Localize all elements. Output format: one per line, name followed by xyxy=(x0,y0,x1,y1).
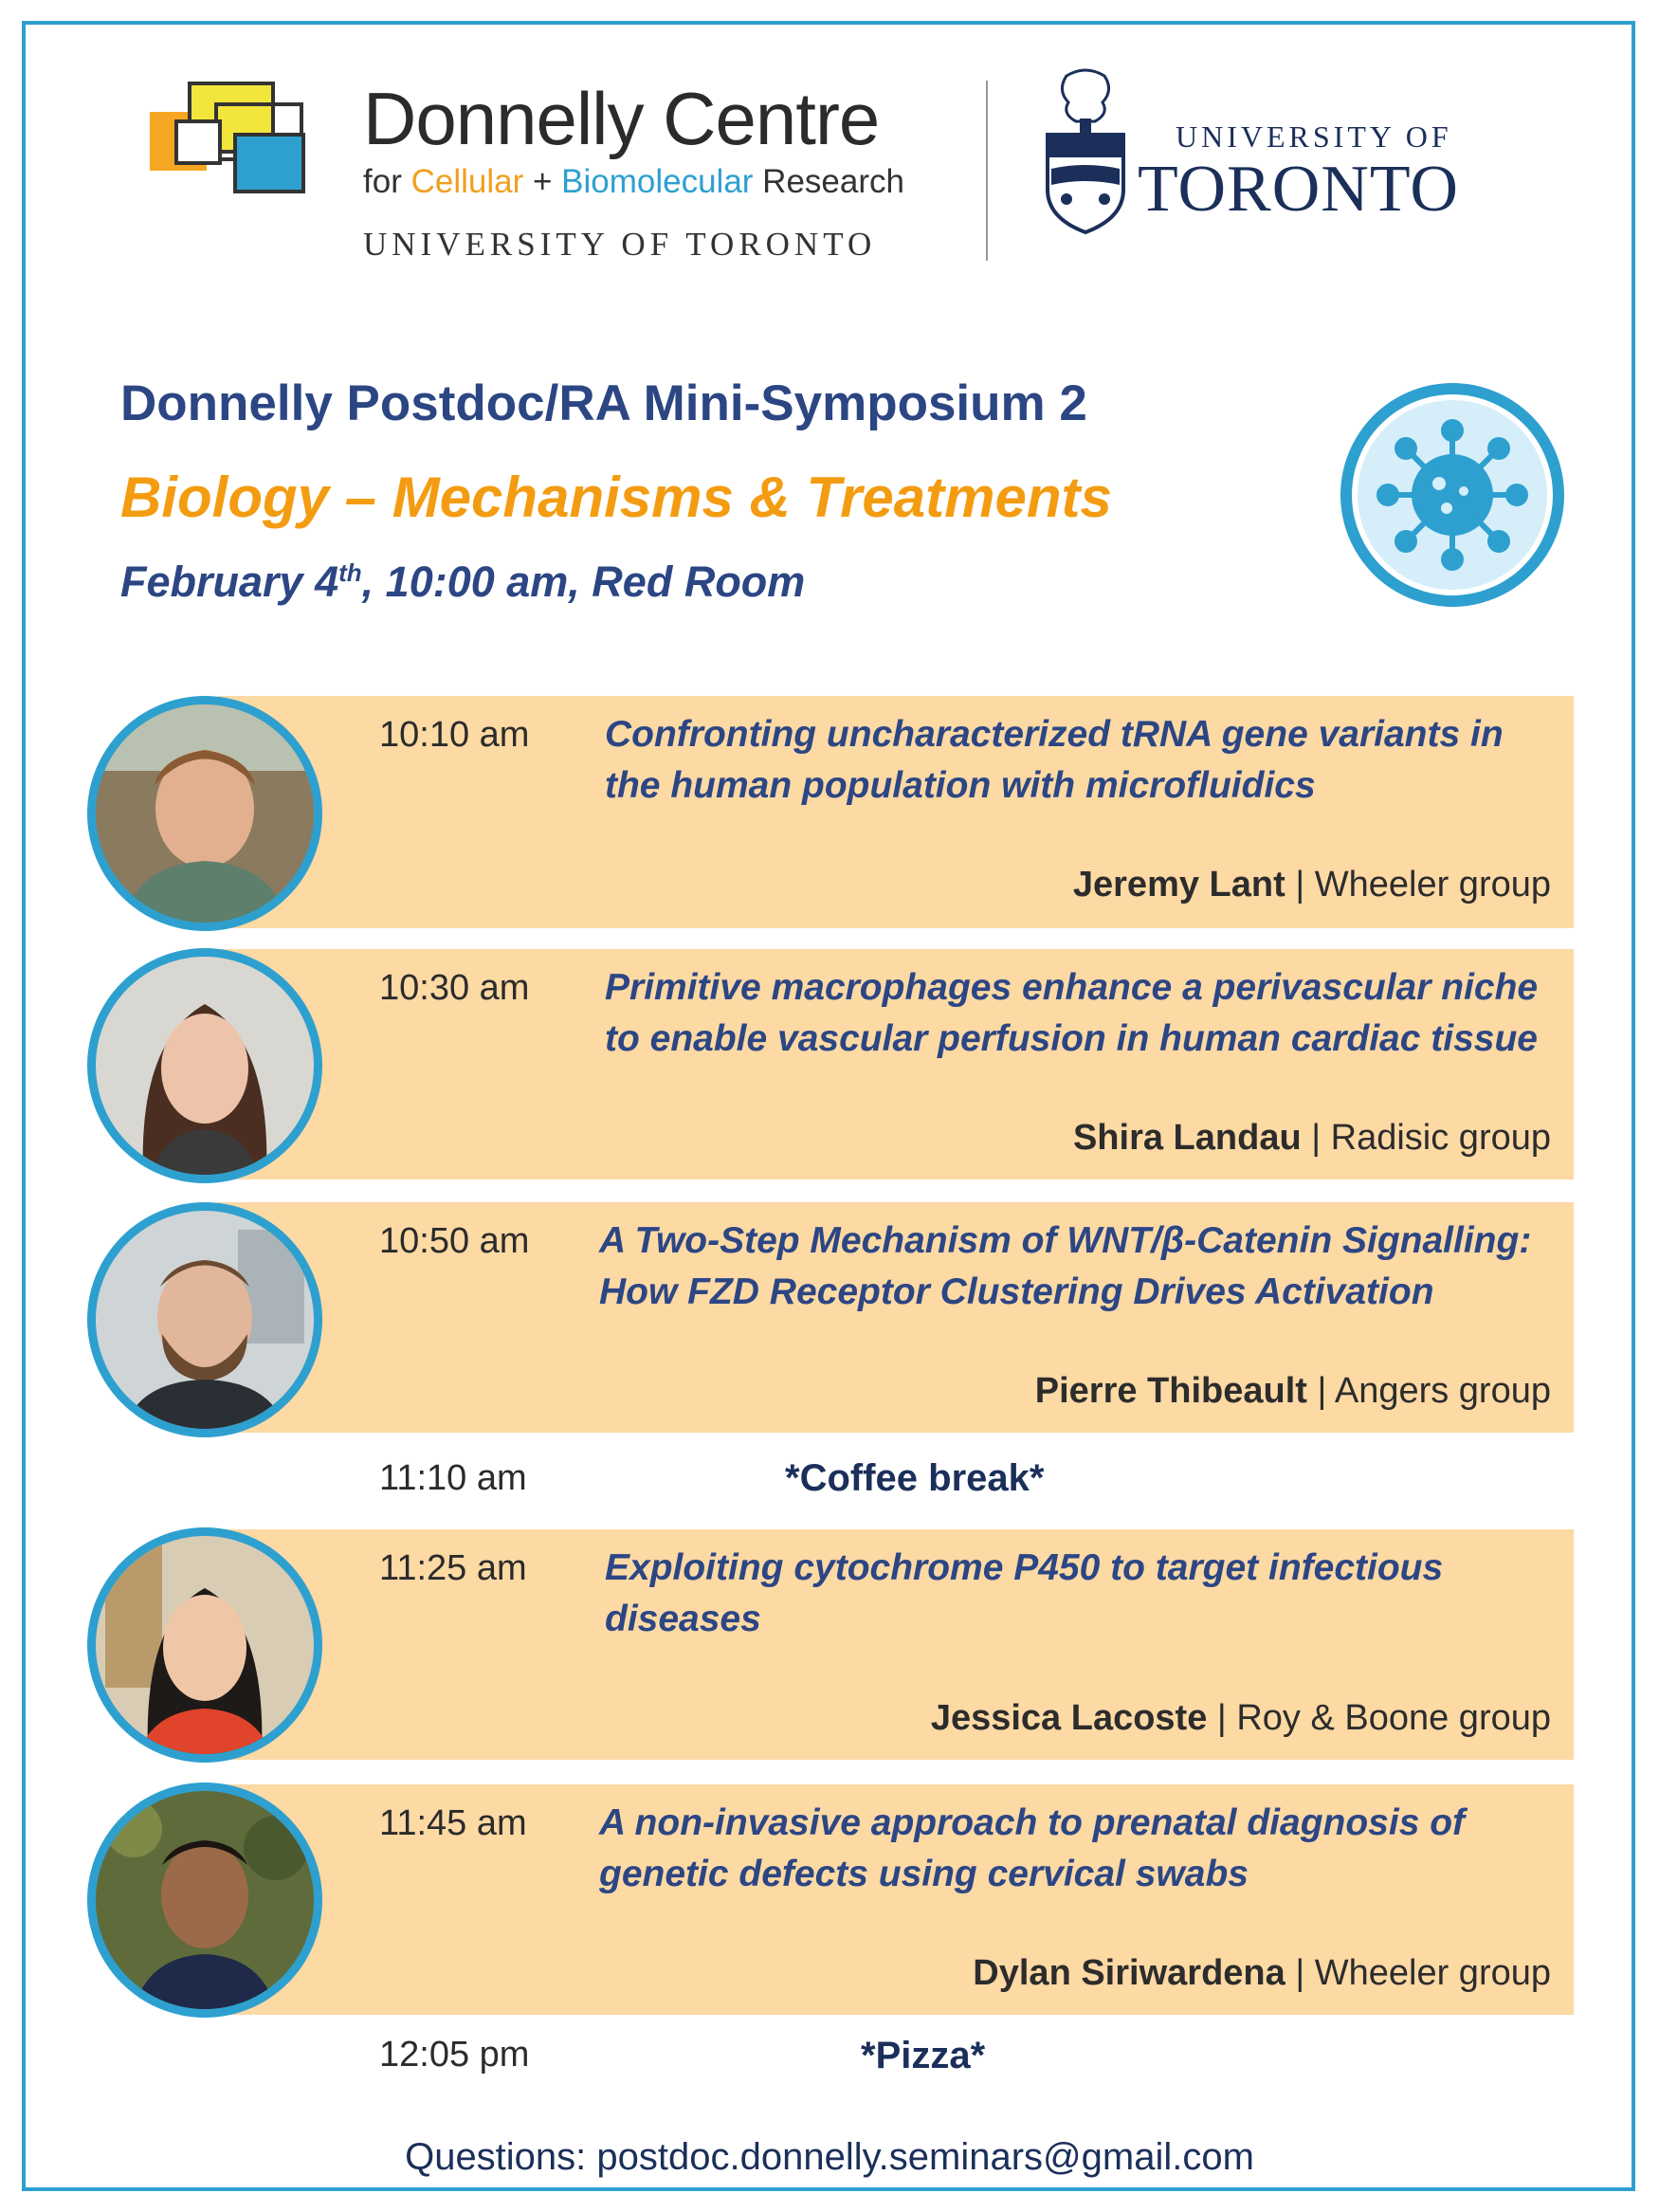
donnelly-squares-logo xyxy=(142,76,322,199)
donnelly-centre-subtitle: for Cellular + Biomolecular Research xyxy=(363,163,904,200)
talk-time: 10:10 am xyxy=(379,715,530,755)
talk-row xyxy=(218,1202,1574,1433)
talk-speaker: Jessica Lacoste | Roy & Boone group xyxy=(930,1698,1551,1738)
talk-time: 11:25 am xyxy=(379,1548,527,1588)
break-time: 11:10 am xyxy=(379,1458,527,1498)
donnelly-centre-title: Donnelly Centre xyxy=(363,77,880,160)
talk-speaker: Dylan Siriwardena | Wheeler group xyxy=(973,1953,1551,1993)
logo-divider xyxy=(986,81,988,261)
uoft-toronto: TORONTO xyxy=(1138,153,1459,226)
donnelly-university-line: UNIVERSITY OF TORONTO xyxy=(363,226,877,263)
talk-time: 11:45 am xyxy=(379,1803,527,1843)
talk-title: A non-invasive approach to prenatal diagnosis of genetic defects using cervical swabs xyxy=(599,1802,1466,1894)
speaker-photo xyxy=(87,696,322,931)
talk-row xyxy=(218,1784,1574,2015)
event-date-location: February 4th, 10:00 am, Red Room xyxy=(120,558,806,606)
talk-row xyxy=(218,1529,1574,1760)
questions-contact: Questions: postdoc.donnelly.seminars@gmail.com xyxy=(405,2136,1254,2178)
virus-icon xyxy=(1335,377,1570,612)
talk-title: Confronting uncharacterized tRNA gene variants in the human population with microfluidics xyxy=(605,714,1504,806)
break-time: 12:05 pm xyxy=(379,2035,530,2075)
talk-speaker: Pierre Thibeault | Angers group xyxy=(1034,1371,1551,1411)
talk-time: 10:50 am xyxy=(379,1221,530,1261)
uoft-university-of: UNIVERSITY OF xyxy=(1176,119,1452,154)
speaker-photo xyxy=(87,948,322,1183)
talk-title: Exploiting cytochrome P450 to target infectious diseases xyxy=(605,1547,1444,1639)
talk-speaker: Shira Landau | Radisic group xyxy=(1072,1118,1551,1158)
talk-time: 10:30 am xyxy=(379,968,530,1008)
speaker-photo xyxy=(87,1527,322,1763)
break-label: *Coffee break* xyxy=(785,1457,1045,1499)
talk-row xyxy=(218,949,1574,1179)
speaker-photo xyxy=(87,1782,322,2018)
talk-title: A Two-Step Mechanism of WNT/β-Catenin Signalling: How FZD Receptor Clustering Drives Activation xyxy=(599,1220,1532,1312)
event-title: Donnelly Postdoc/RA Mini-Symposium 2 xyxy=(120,375,1087,431)
break-label: *Pizza* xyxy=(861,2035,986,2076)
event-theme: Biology – Mechanisms & Treatments xyxy=(120,466,1112,529)
talk-speaker: Jeremy Lant | Wheeler group xyxy=(1072,865,1551,905)
university-crest-icon xyxy=(1038,66,1133,237)
talk-title: Primitive macrophages enhance a perivascular niche to enable vascular perfusion in human cardiac tissue xyxy=(605,967,1539,1059)
speaker-photo xyxy=(87,1202,322,1437)
talk-row xyxy=(218,696,1574,928)
